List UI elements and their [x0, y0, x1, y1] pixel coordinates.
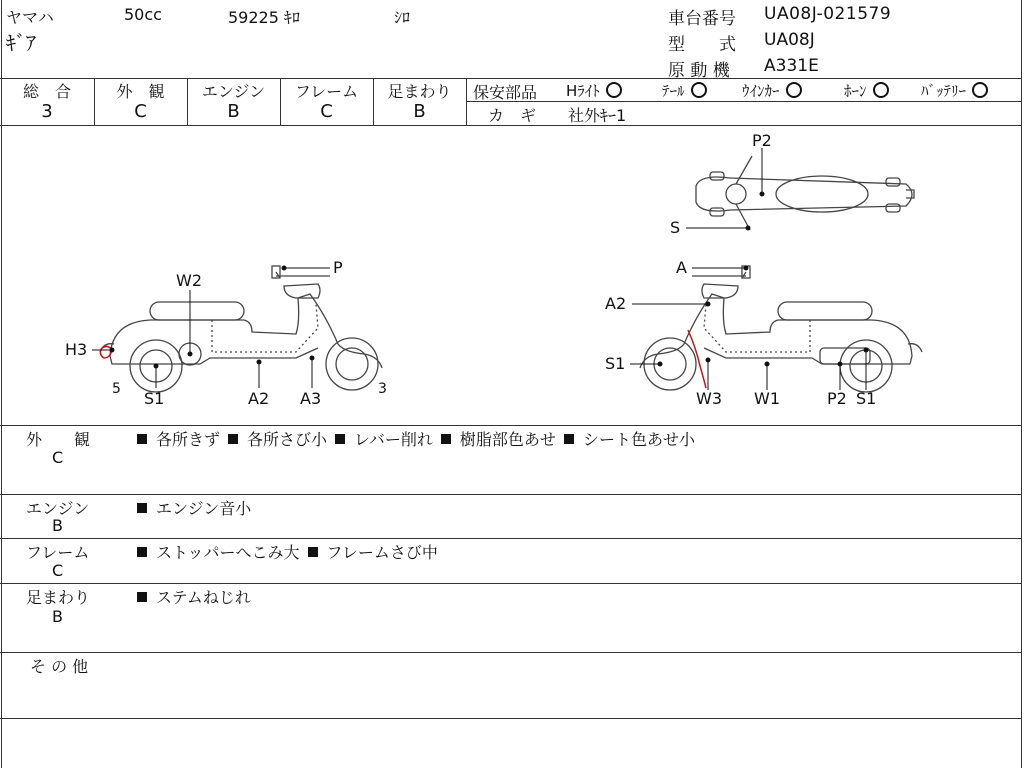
scooter-left-view: [100, 266, 382, 392]
label-right-w1: W1: [754, 389, 780, 408]
score-exterior-label: 外 観: [116, 82, 165, 101]
label-h3: H3: [65, 340, 88, 359]
label-w2: W2: [176, 271, 202, 290]
note-frame-grade: C: [52, 561, 64, 580]
damage-diagram: [0, 126, 1022, 424]
notes-line-4: [0, 652, 1022, 653]
label-left-a2: A2: [248, 389, 270, 408]
label-left-s1: S1: [144, 389, 165, 408]
note-suspension-items: ステムねじれ: [137, 585, 259, 608]
note-frame-items: ストッパーへこみ大 フレームさび中: [137, 540, 446, 563]
label-top-s: S: [670, 218, 681, 237]
engine-value: A331E: [764, 56, 819, 76]
note-suspension-label: 足まわり: [26, 588, 91, 607]
score-total-value: 3: [41, 101, 53, 122]
safety-label: 保安部品: [473, 83, 538, 102]
scooter-right-view: [640, 266, 922, 392]
safety-mid-line: [467, 101, 1022, 102]
bullet-square-icon: [137, 503, 147, 513]
notes-line-5: [0, 718, 1022, 719]
bullet-square-icon: [564, 434, 574, 444]
bullet-square-icon: [137, 434, 147, 444]
ok-circle-icon: [873, 82, 889, 98]
key-label: カ ギ: [488, 106, 537, 125]
bullet-square-icon: [335, 434, 345, 444]
label-right-s1-left: S1: [605, 354, 626, 373]
score-engine-label: エンジン: [201, 82, 266, 101]
bullet-square-icon: [137, 547, 147, 557]
frame-no-label: 車台番号: [668, 9, 736, 29]
ok-circle-icon: [786, 82, 802, 98]
label-left-a3: A3: [300, 389, 322, 408]
score-frame-value: C: [320, 101, 333, 122]
maker: ヤマハ: [6, 8, 54, 27]
label-right-a: A: [676, 258, 687, 277]
safety-item-winker: ｳｲﾝｶｰ: [742, 80, 802, 101]
label-right-s1: S1: [856, 389, 877, 408]
label-right-a2: A2: [605, 294, 627, 313]
bullet-square-icon: [137, 592, 147, 602]
note-engine-grade: B: [52, 516, 63, 535]
score-exterior-value: C: [134, 101, 147, 122]
notes-line-2: [0, 538, 1022, 539]
safety-item-horn: ﾎｰﾝ: [844, 80, 889, 101]
frame-no: UA08J-021579: [764, 4, 892, 24]
safety-item-headlight: Hﾗｲﾄ: [566, 80, 622, 101]
note-engine-items: エンジン音小: [137, 496, 259, 519]
type-label: 型 式: [668, 35, 736, 55]
ok-circle-icon: [691, 82, 707, 98]
safety-item-tail: ﾃｰﾙ: [662, 80, 707, 101]
notes-line-1: [0, 494, 1022, 495]
note-exterior-grade: C: [52, 448, 64, 467]
note-exterior-label: 外 観: [26, 430, 91, 449]
note-other-label: そ の 他: [30, 657, 89, 676]
note-suspension-grade: B: [52, 607, 63, 626]
notes-line-3: [0, 583, 1022, 584]
score-total-label: 総 合: [22, 82, 71, 101]
bullet-square-icon: [228, 434, 238, 444]
label-top-p2: P2: [752, 131, 772, 150]
notes-top-line: [0, 425, 1022, 426]
note-frame-label: フレーム: [26, 543, 90, 562]
label-right-p2: P2: [827, 389, 847, 408]
ok-circle-icon: [972, 82, 988, 98]
bullet-square-icon: [441, 434, 451, 444]
score-frame-label: フレーム: [294, 82, 359, 101]
ok-circle-icon: [606, 82, 622, 98]
note-engine-label: エンジン: [26, 499, 90, 518]
score-engine-value: B: [227, 101, 240, 122]
score-sep-5: [466, 78, 467, 125]
label-3: 3: [378, 381, 387, 397]
mileage: 59225 ｷﾛ: [228, 8, 300, 27]
scooter-top-view: [696, 156, 914, 230]
color: ｼﾛ: [394, 8, 411, 27]
safety-item-battery: ﾊﾞｯﾃﾘｰ: [921, 80, 988, 101]
label-right-w3: W3: [696, 389, 722, 408]
score-suspension-label: 足まわり: [387, 82, 452, 101]
note-exterior-items: 各所きず 各所さび小 レバー削れ 樹脂部色あせ シート色あせ小: [137, 427, 703, 450]
key-value: 社外ｷｰ1: [568, 106, 627, 125]
score-suspension-value: B: [413, 101, 426, 122]
label-p: P: [333, 258, 343, 277]
bullet-square-icon: [308, 547, 318, 557]
model-name: ｷﾞｱ: [6, 31, 36, 55]
label-5: 5: [112, 381, 121, 397]
engine-label: 原 動 機: [668, 61, 730, 81]
displacement: 50cc: [124, 5, 162, 24]
type-value: UA08J: [764, 30, 815, 50]
